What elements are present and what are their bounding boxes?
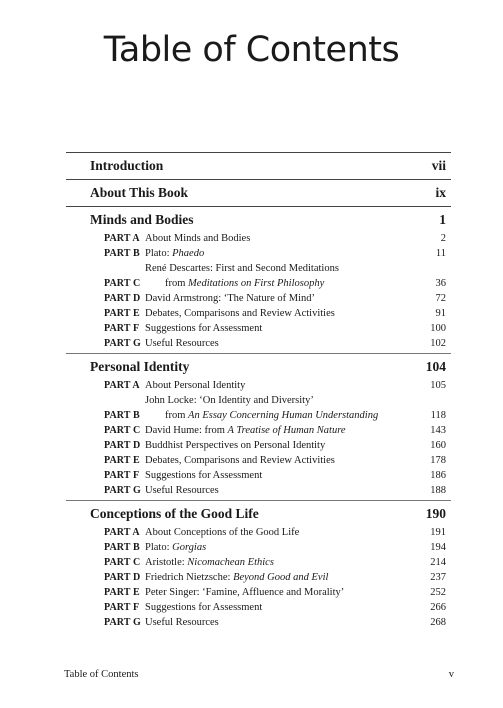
toc-part-row[interactable] [66, 600, 451, 615]
section-parts [66, 525, 451, 632]
part-title [145, 483, 406, 498]
toc-entry-introduction[interactable] [66, 153, 451, 179]
part-label: PART E [104, 455, 140, 466]
part-page: 2 [440, 233, 446, 244]
section-title: Minds and Bodies [90, 212, 194, 227]
page-title: Table of Contents [103, 30, 400, 70]
footer-title: Table of Contents [64, 669, 139, 680]
toc-part-row[interactable] [66, 525, 451, 540]
part-title [145, 525, 406, 540]
part-title-text: David Armstrong: ‘The Nature of Mind’ [145, 293, 316, 304]
toc-part-row[interactable] [66, 585, 451, 600]
part-title [145, 468, 406, 483]
part-label: PART F [104, 602, 140, 613]
toc-part-row[interactable] [66, 468, 451, 483]
part-title-text: About Personal Identity [145, 380, 246, 391]
section-page: 104 [425, 359, 446, 374]
part-title [145, 378, 406, 393]
part-label: PART E [104, 308, 140, 319]
part-title-line2-prefix: from [165, 410, 189, 421]
part-page: 105 [430, 380, 446, 391]
part-title [145, 438, 406, 453]
section-page: 1 [439, 212, 446, 227]
part-title-text: Suggestions for Assessment [145, 602, 263, 613]
part-title-text: Useful Resources [145, 338, 219, 349]
part-title [145, 585, 406, 600]
entry-page: ix [435, 185, 446, 200]
part-label: PART B [104, 542, 140, 553]
part-title [145, 261, 406, 291]
part-label: PART D [104, 293, 141, 304]
part-page: 102 [430, 338, 446, 349]
entry-page: vii [431, 158, 446, 173]
part-label: PART C [104, 557, 141, 568]
part-title-text: Buddhist Perspectives on Personal Identity [145, 440, 326, 451]
part-title [145, 600, 406, 615]
part-title-italic: Gorgias [172, 542, 207, 553]
part-title-text: John Locke: ‘On Identity and Diversity’ [145, 395, 314, 406]
part-label: PART A [104, 527, 140, 538]
section-heading[interactable] [66, 354, 451, 376]
table-of-contents [66, 152, 451, 632]
section-parts [66, 378, 451, 500]
part-title-line2-prefix: from [165, 278, 189, 289]
part-title-text: David Hume: from [145, 425, 228, 436]
part-page: 178 [430, 455, 446, 466]
part-page: 266 [430, 602, 446, 613]
page-footer [64, 669, 454, 680]
part-title-text: Friedrich Nietzsche: [145, 572, 234, 583]
toc-part-row[interactable] [66, 306, 451, 321]
section-heading[interactable] [66, 501, 451, 523]
part-label: PART D [104, 572, 141, 583]
part-page: 11 [435, 248, 446, 259]
part-title-text: Suggestions for Assessment [145, 470, 263, 481]
toc-part-row[interactable] [66, 453, 451, 468]
part-label: PART B [104, 248, 140, 259]
part-title-italic: Phaedo [172, 248, 205, 259]
part-title [145, 615, 406, 630]
toc-part-row[interactable] [66, 483, 451, 498]
part-label: PART C [104, 425, 141, 436]
part-page: 188 [430, 485, 446, 496]
part-title-text: Debates, Comparisons and Review Activities [145, 308, 335, 319]
part-title-italic: Beyond Good and Evil [233, 572, 329, 583]
part-label: PART F [104, 323, 140, 334]
part-page: 91 [435, 308, 446, 319]
part-title [145, 453, 406, 468]
part-page: 36 [435, 278, 446, 289]
part-label: PART C [104, 278, 141, 289]
entry-label: Introduction [90, 158, 164, 173]
part-page: 186 [430, 470, 446, 481]
part-label: PART D [104, 440, 141, 451]
toc-part-row[interactable] [66, 570, 451, 585]
page-number: v [448, 669, 454, 680]
part-label: PART A [104, 380, 140, 391]
toc-part-row[interactable] [66, 291, 451, 306]
toc-part-row[interactable] [66, 336, 451, 351]
toc-part-row[interactable] [66, 321, 451, 336]
part-label: PART F [104, 470, 140, 481]
part-title [145, 321, 406, 336]
part-title-text: About Conceptions of the Good Life [145, 527, 300, 538]
toc-part-row[interactable] [66, 438, 451, 453]
part-page: 237 [430, 572, 446, 583]
part-title-line2 [145, 408, 406, 423]
part-title-text: René Descartes: First and Second Meditations [145, 263, 339, 274]
part-title-text: About Minds and Bodies [145, 233, 251, 244]
part-title-italic: A Treatise of Human Nature [227, 425, 346, 436]
part-title-text: Peter Singer: ‘Famine, Affluence and Morality’ [145, 587, 345, 598]
part-page: 143 [430, 425, 446, 436]
toc-entry-about[interactable] [66, 180, 451, 206]
part-label: PART A [104, 233, 140, 244]
part-title [145, 570, 406, 585]
part-label: PART G [104, 338, 141, 349]
part-title [145, 336, 406, 351]
part-title-text: Plato: [145, 542, 173, 553]
part-title-text: Plato: [145, 248, 173, 259]
part-page: 194 [430, 542, 446, 553]
part-title [145, 423, 406, 438]
part-title-italic: Nicomachean Ethics [187, 557, 274, 568]
part-title [145, 231, 406, 246]
part-page: 268 [430, 617, 446, 628]
part-label: PART G [104, 485, 141, 496]
part-title-line2-italic: Meditations on First Philosophy [188, 278, 325, 289]
part-title [145, 555, 406, 570]
part-page: 100 [430, 323, 446, 334]
section-title: Personal Identity [90, 359, 190, 374]
part-title-line2 [145, 276, 406, 291]
part-page: 191 [430, 527, 446, 538]
part-label: PART G [104, 617, 141, 628]
part-title-text: Useful Resources [145, 485, 219, 496]
section-parts [66, 231, 451, 353]
part-title [145, 291, 406, 306]
part-label: PART B [104, 410, 140, 421]
part-title-text: Suggestions for Assessment [145, 323, 263, 334]
toc-part-row[interactable] [66, 615, 451, 630]
part-page: 214 [430, 557, 446, 568]
toc-part-row[interactable] [66, 246, 451, 261]
section-heading[interactable] [66, 207, 451, 229]
entry-label: About This Book [90, 185, 189, 200]
toc-part-row[interactable] [66, 261, 451, 291]
toc-sections [66, 207, 451, 632]
part-title-text: Useful Resources [145, 617, 219, 628]
toc-part-row[interactable] [66, 231, 451, 246]
part-page: 118 [430, 410, 446, 421]
toc-part-row[interactable] [66, 423, 451, 438]
part-title [145, 306, 406, 321]
section-page: 190 [425, 506, 446, 521]
toc-part-row[interactable] [66, 555, 451, 570]
part-title-line2-italic: An Essay Concerning Human Understanding [188, 410, 379, 421]
part-page: 72 [435, 293, 446, 304]
part-title [145, 393, 406, 423]
toc-part-row[interactable] [66, 540, 451, 555]
part-title-text: Debates, Comparisons and Review Activities [145, 455, 335, 466]
part-title [145, 540, 406, 555]
toc-part-row[interactable] [66, 378, 451, 393]
part-page: 160 [430, 440, 446, 451]
toc-part-row[interactable] [66, 393, 451, 423]
part-label: PART E [104, 587, 140, 598]
part-title-text: Aristotle: [145, 557, 188, 568]
part-page: 252 [430, 587, 446, 598]
section-title: Conceptions of the Good Life [90, 506, 259, 521]
part-title [145, 246, 406, 261]
